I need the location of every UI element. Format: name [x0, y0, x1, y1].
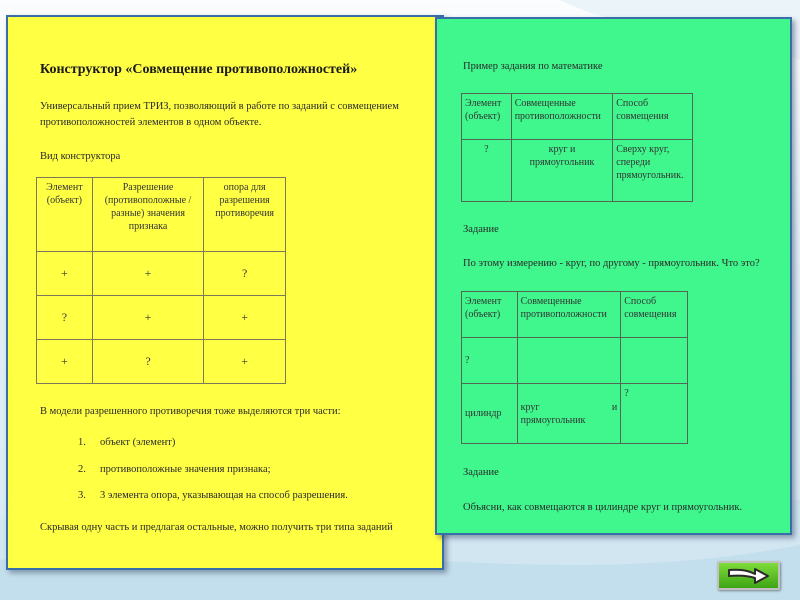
table-header-cell: Совмещенные противоположности: [517, 292, 621, 338]
list-text: противоположные значения признака;: [100, 464, 271, 475]
cell-line: прямоугольник: [520, 414, 586, 426]
table-cell: [517, 384, 621, 444]
table-cell: ?: [621, 384, 688, 444]
table-cell: [517, 338, 621, 384]
table-cell: +: [37, 340, 93, 384]
constructor-view-label: Вид конструктора: [40, 151, 121, 162]
example-table: [461, 93, 693, 202]
intro-text-line2: противоположностей элементов в одном объекте.: [40, 117, 262, 128]
list-item: [78, 436, 175, 450]
table-cell: ?: [462, 338, 518, 384]
list-text: объект (элемент): [100, 437, 176, 448]
cell-line: [521, 401, 618, 414]
next-slide-button[interactable]: [717, 561, 780, 590]
model-text: В модели разрешенного противоречия тоже выделяются три части:: [40, 406, 341, 417]
table-header-cell: Способ совмещения: [613, 94, 693, 140]
table-header-cell: Элемент (объект): [462, 94, 512, 140]
task2-text: Объясни, как совмещаются в цилиндре круг и прямоугольник.: [463, 502, 743, 513]
table-header-cell: Способ совмещения: [621, 292, 688, 338]
table-cell: цилиндр: [462, 384, 518, 444]
task1-text: По этому измерению - круг, по другому - прямоугольник. Что это?: [463, 258, 760, 269]
left-slide-panel: [6, 15, 444, 570]
table-cell: ?: [462, 140, 512, 202]
table-header-cell: опора для разрешения противоречия: [204, 178, 286, 252]
cell-word: круг: [520, 401, 540, 413]
table-cell: [511, 140, 613, 202]
table-cell: ?: [92, 340, 204, 384]
task2-label: Задание: [463, 467, 499, 478]
table-cell: +: [37, 252, 93, 296]
table-cell: +: [92, 252, 204, 296]
example-heading: Пример задания по математике: [463, 61, 603, 72]
table-cell: ?: [37, 296, 93, 340]
table-cell: +: [92, 296, 204, 340]
table-cell: ?: [204, 252, 286, 296]
table-cell: +: [204, 296, 286, 340]
task1-label: Задание: [463, 224, 499, 235]
cell-line: Сверху круг,: [616, 144, 670, 155]
intro-text-line1: Универсальный прием ТРИЗ, позволяющий в работе по заданий с совмещением: [40, 101, 399, 112]
list-item: [78, 463, 271, 477]
list-number: 2.: [78, 464, 86, 475]
table-cell: +: [204, 340, 286, 384]
table-header-cell: Разрешение (противоположные / разные) значения признака: [92, 178, 204, 252]
table-header-cell: Элемент (объект): [37, 178, 93, 252]
task-table: [461, 291, 688, 444]
table-header-cell: Совмещенные противоположности: [511, 94, 613, 140]
list-number: 3.: [78, 490, 86, 501]
next-arrow-icon: [719, 563, 778, 588]
cell-line: прямоугольник: [529, 157, 595, 168]
table-cell: [621, 338, 688, 384]
list-text: 3 элемента опора, указывающая на способ разрешения.: [100, 490, 348, 501]
cell-line: прямоугольник.: [616, 170, 684, 181]
list-item: [78, 489, 348, 503]
footer-text: Скрывая одну часть и предлагая остальные, можно получить три типа заданий: [40, 522, 393, 533]
list-number: 1.: [78, 437, 86, 448]
right-slide-panel: [435, 17, 792, 535]
cell-line: круг и: [548, 144, 576, 155]
slide-title: Конструктор «Совмещение противоположностей»: [40, 62, 358, 77]
table-header-cell: Элемент (объект): [462, 292, 518, 338]
table-cell: [613, 140, 693, 202]
cell-word: и: [611, 401, 618, 413]
constructor-table: [36, 177, 286, 384]
cell-line: спереди: [616, 157, 651, 168]
